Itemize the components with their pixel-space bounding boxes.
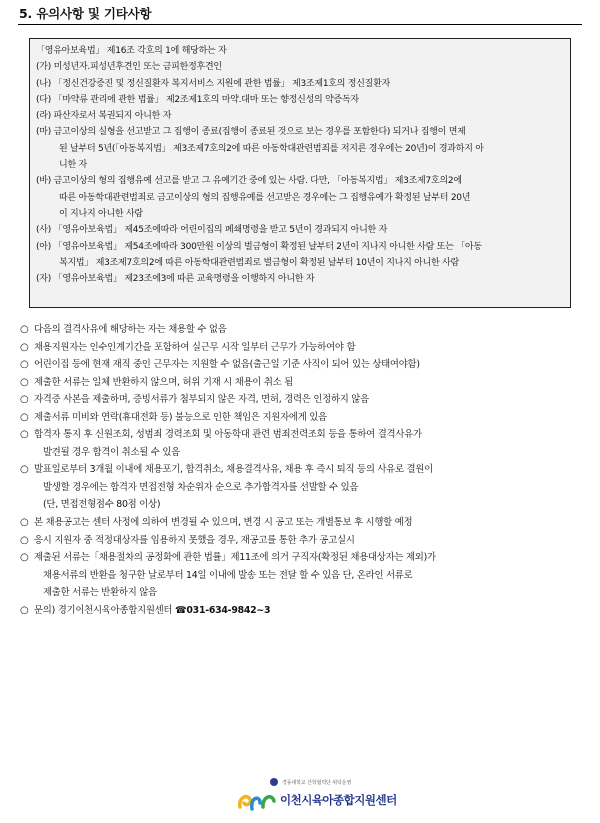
note-text: 제출서류 미비와 연락(휴대전화 등) 불능으로 인한 책임은 지원자에게 있음: [34, 411, 327, 423]
disqualification-line: (자) 「영유아보육법」 제23조에3에 따른 교육명령을 이행하지 아니한 자: [36, 274, 315, 285]
note-text: (단, 면접전형점수 80점 이상): [43, 499, 161, 511]
note-text: 채용지원자는 인수인계기간을 포함하여 실근무 시작 일부터 근무가 가능하여야 함: [34, 341, 356, 353]
center-logo-icon: [236, 785, 278, 813]
note-item: [20, 549, 585, 567]
bullet-circle-icon: ○: [20, 534, 29, 546]
note-item: [20, 391, 585, 409]
disqualification-line: (바) 금고이상의 형의 집행유예 선고를 받고 그 유예기간 중에 있는 사람. 다만, 「아동복지법」 제3조제7호의2에: [36, 176, 462, 187]
note-item: [20, 356, 585, 374]
note-text: 채용서류의 반환을 청구한 날로부터 14일 이내에 발송 또는 전달 할 수 있음 단, 온라인 서류로: [43, 569, 413, 581]
note-text: 제출한 서류는 반환하지 않음: [43, 587, 157, 599]
note-item: [20, 339, 585, 357]
note-item: [20, 479, 585, 497]
note-text: 합격자 통지 후 신원조회, 성범죄 경력조회 및 아동학대 관련 범죄전력조회 등을 통하여 결격사유가: [34, 429, 422, 441]
disqualification-line: (마) 금고이상의 실형을 선고받고 그 집행이 종료(집행이 종료된 것으로 보는 경우를 포함한다) 되거나 집행이 면제: [36, 127, 466, 138]
bullet-circle-icon: ○: [20, 552, 29, 564]
note-text: 다음의 결격사유에 해당하는 자는 채용할 수 없음: [34, 324, 227, 335]
university-emblem-icon: [270, 778, 278, 786]
disqualification-line: (라) 파산자로서 복권되지 아니한 자: [36, 111, 172, 122]
bullet-circle-icon: ○: [20, 359, 29, 371]
footer: [236, 777, 436, 817]
disqualification-line: (아) 「영유아보육법」 제54조에따라 300만원 이상의 벌금형이 확정된 날부터 2년이 지나지 아니한 사람 또는 「아동: [36, 241, 482, 252]
note-item: [20, 409, 585, 427]
note-item: [20, 461, 585, 479]
inquiry-text: 문의) 경기이천시육아종합지원센터: [34, 604, 175, 616]
note-item: [20, 584, 585, 602]
note-text: 제출한 서류는 일체 반환하지 않으며, 허위 기재 시 채용이 취소 됨: [34, 376, 293, 388]
disqualification-line: 된 날부터 5년(「아동복지법」 제3조제7호의2에 따른 아동학대관련범죄를 저지른 경우에는 20년)이 경과하지 아: [59, 143, 484, 154]
disqualification-line: 이 지나지 아니한 사람: [59, 208, 143, 219]
bullet-circle-icon: ○: [20, 464, 29, 476]
disqualification-line: (가) 미성년자.피성년후견인 또는 금피한정후견인: [36, 62, 222, 73]
note-text: 제출된 서류는「채용절차의 공정화에 관한 법률」제11조에 의거 구직자(확정된 채용대상자는 제외)가: [34, 552, 436, 564]
note-item: [20, 496, 585, 514]
note-item: [20, 321, 585, 339]
bullet-circle-icon: ○: [20, 376, 29, 388]
title-divider: [18, 24, 582, 25]
inquiry-line: [20, 602, 585, 620]
disqualification-line: (나) 「정신건강증진 및 정신질환자 복지서비스 지원에 관한 법률」 제3조제1호의 정신질환자: [36, 78, 391, 89]
disqualification-line: 따른 아동학대관련범죄로 금고이상의 형의 집행유예를 선고받은 경우에는 그 집행유예가 확정된 날부터 20년: [59, 192, 471, 203]
note-text: 어린이집 등에 현재 재직 중인 근무자는 지원할 수 없음(출근일 기준 사직이 되어 있는 상태여야함): [34, 359, 420, 371]
footer-operator-text: 경동대학교 산학협력단 위탁운영: [282, 780, 352, 786]
disqualification-line: 니한 자: [59, 160, 87, 171]
note-text: 발표일로부터 3개월 이내에 채용포기, 합격취소, 채용결격사유, 채용 후 즉시 퇴직 등의 사유로 결원이: [34, 464, 433, 476]
note-item: [20, 567, 585, 585]
bullet-circle-icon: ○: [20, 429, 29, 441]
note-item: [20, 374, 585, 392]
note-text: 자격증 사본을 제출하며, 증빙서류가 첨부되지 않은 자격, 면허, 경력은 인정하지 않음: [34, 394, 369, 406]
disqualification-box: [29, 38, 571, 308]
notes-list: [20, 321, 585, 619]
note-text: 본 채용공고는 센터 사정에 의하여 변경될 수 있으며, 변경 시 공고 또는 개별통보 후 시행할 예정: [34, 517, 413, 529]
bullet-circle-icon: ○: [20, 394, 29, 406]
bullet-circle-icon: ○: [20, 517, 29, 529]
bullet-circle-icon: ○: [20, 604, 29, 616]
note-text: 응시 지원자 중 적정대상자를 임용하지 못했을 경우, 재공고를 통한 추가 공고실시: [34, 534, 355, 546]
note-item: [20, 444, 585, 462]
note-item: [20, 514, 585, 532]
note-text: 발견될 경우 합격이 취소될 수 있음: [43, 446, 180, 458]
disqualification-line: (사) 「영유아보육법」 제45조에따라 어린이집의 폐쇄명령을 받고 5년이 경과되지 아니한 자: [36, 225, 388, 236]
bullet-circle-icon: ○: [20, 324, 29, 335]
note-item: [20, 532, 585, 550]
bullet-circle-icon: ○: [20, 341, 29, 353]
disqualification-line: 「영유아보육법」 제16조 각호의 1에 해당하는 자: [36, 46, 227, 56]
disqualification-line: 복지법」 제3조제7호의2에 따른 아동학대관련범죄로 벌금형이 확정된 날부터 10년이 지나지 아니한 사람: [59, 257, 460, 268]
bullet-circle-icon: ○: [20, 411, 29, 423]
note-text: 발생할 경우에는 합격자 면접전형 차순위자 순으로 추가합격자를 선발할 수 있음: [43, 481, 359, 493]
note-item: [20, 426, 585, 444]
disqualification-line: (다) 「마약류 관리에 관한 법률」 제2조제1호의 마약.대마 또는 향정신성의 약증독자: [36, 94, 359, 105]
inquiry-phone: ☎031-634-9842~3: [174, 604, 271, 616]
footer-center-name: 이천시육아종합지원센터: [280, 793, 397, 807]
section-title: 5. 유의사항 및 기타사항: [19, 6, 152, 21]
